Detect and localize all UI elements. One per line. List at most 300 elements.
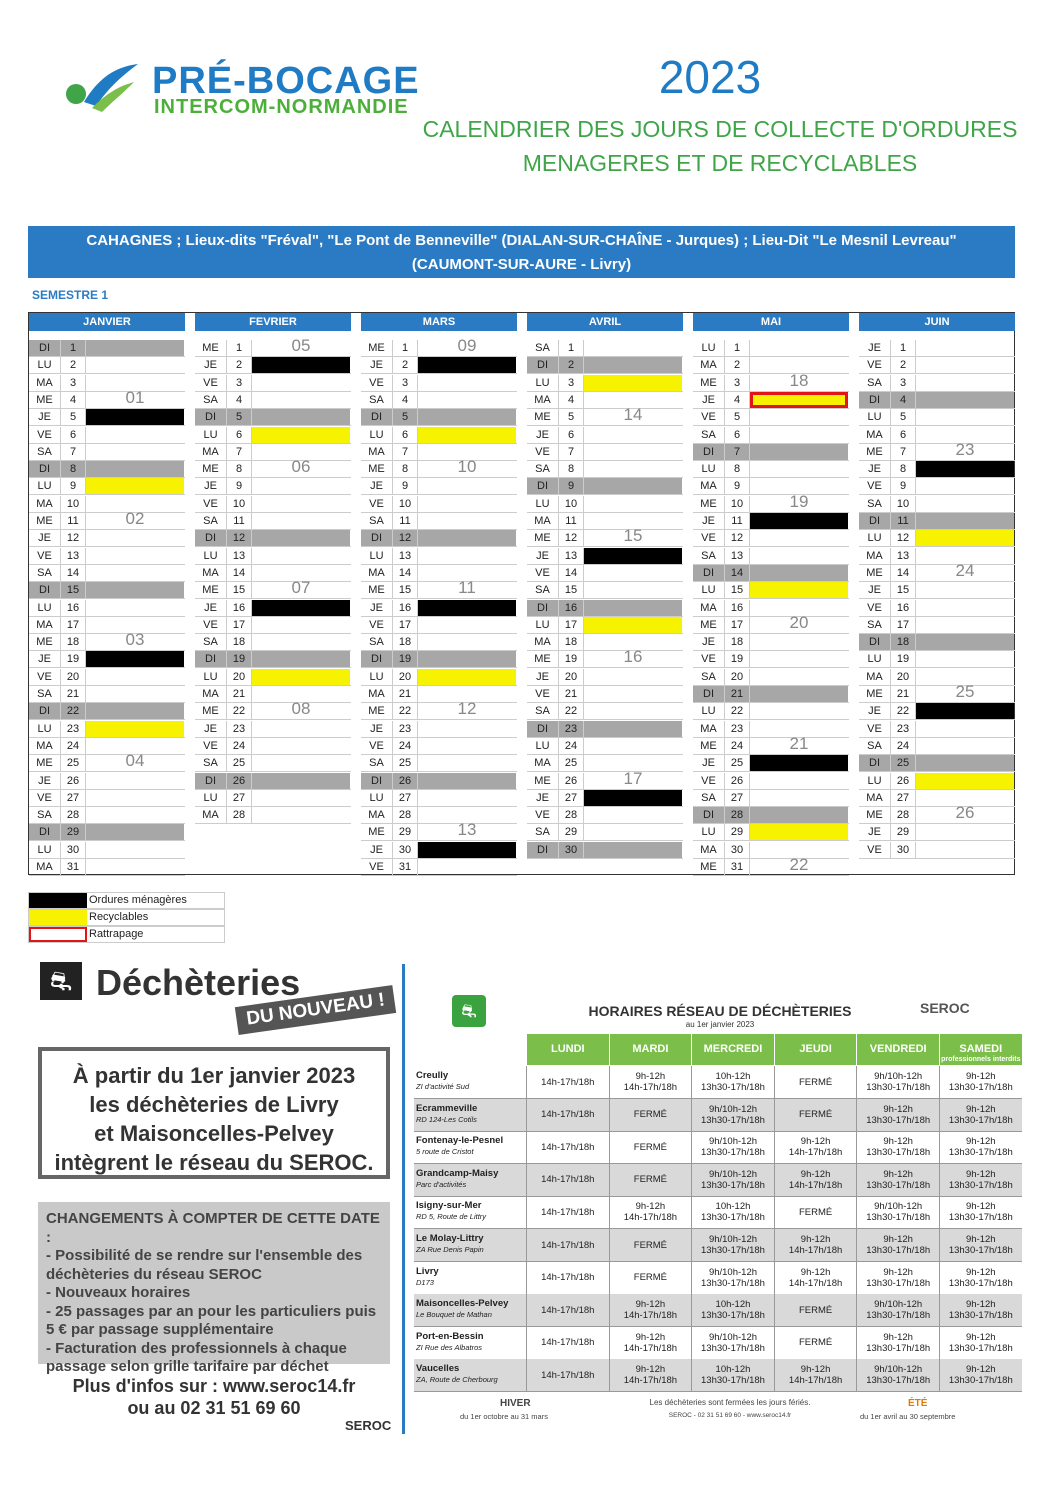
day-name: MA xyxy=(859,669,891,685)
collection-cell xyxy=(86,340,184,356)
legend-item-rec xyxy=(28,909,225,926)
day-name: VE xyxy=(859,842,891,858)
day-name: JE xyxy=(527,548,559,564)
collection-cell xyxy=(418,738,516,754)
day-number: 28 xyxy=(393,807,418,823)
year: 2023 xyxy=(658,51,762,103)
collection-cell xyxy=(86,790,184,806)
day-row xyxy=(693,565,849,582)
day-number: 6 xyxy=(559,427,584,443)
collection-cell xyxy=(916,755,1014,771)
day-name: DI xyxy=(693,565,725,581)
day-name: LU xyxy=(29,478,61,494)
collection-cell xyxy=(418,548,516,564)
day-row xyxy=(29,565,185,582)
day-row xyxy=(361,600,517,617)
day-name: VE xyxy=(29,790,61,806)
day-number: 11 xyxy=(891,513,916,529)
site-title: Le Molay-Littry xyxy=(416,1233,484,1244)
collection-cell xyxy=(418,478,516,494)
day-number: 19 xyxy=(891,651,916,667)
legend-label-rat: Rattrapage xyxy=(89,928,144,940)
day-row xyxy=(527,669,683,686)
hours-cell: 10h-12h 13h30-17h/18h xyxy=(691,1066,774,1098)
day-number: 13 xyxy=(393,548,418,564)
site-title: Creully xyxy=(416,1070,449,1081)
week-number: 10 xyxy=(457,457,477,477)
day-name: DI xyxy=(195,409,227,425)
collection-cell xyxy=(584,807,682,823)
hours-cell: 9h-12h 14h-17h/18h xyxy=(774,1262,857,1294)
day-name: DI xyxy=(859,513,891,529)
hours-cell: 9h-12h 14h-17h/18h xyxy=(609,1196,692,1228)
month-header: FEVRIER xyxy=(195,313,351,331)
collection-cell xyxy=(750,686,848,702)
hours-cell: 9h-12h 13h30-17h/18h xyxy=(939,1066,1022,1098)
hours-cell: FERMÉ xyxy=(774,1327,857,1359)
day-number: 6 xyxy=(61,427,86,443)
day-name: MA xyxy=(527,513,559,529)
collection-cell xyxy=(584,582,682,598)
day-number: 18 xyxy=(227,634,252,650)
collection-cell xyxy=(916,409,1014,425)
day-number: 24 xyxy=(559,738,584,754)
week-number: 05 xyxy=(291,336,311,355)
household-waste-collection xyxy=(750,513,848,529)
day-number: 3 xyxy=(725,375,750,391)
day-header-label: LUNDI xyxy=(550,1043,585,1055)
week-number: 22 xyxy=(789,855,809,874)
hours-cell: 9h-12h 13h30-17h/18h xyxy=(856,1164,939,1196)
hours-cell: 9h-12h 13h30-17h/18h xyxy=(939,1327,1022,1359)
collection-cell xyxy=(86,859,184,875)
hours-cell: 9h-12h 13h30-17h/18h xyxy=(939,1359,1022,1391)
changes-box: CHANGEMENTS À COMPTER DE CETTE DATE : - Possibilité de se rendre sur l'ensemble des déchèteries du réseau SEROC - Nouveaux horaires - 25 passages par an pour les particuliers puis 5 € par passage supplémentaire - Facturation des professionnels à chaque passage selon grille tarifaire par déchet xyxy=(38,1202,390,1364)
day-row xyxy=(361,773,517,790)
collection-cell xyxy=(252,530,350,546)
day-number: 27 xyxy=(559,790,584,806)
collection-cell xyxy=(252,773,350,789)
day-row xyxy=(29,340,185,357)
recyclables-collection xyxy=(252,669,350,685)
more-info-phone: ou au 02 31 51 69 60 xyxy=(127,1398,301,1418)
hours-cell: FERMÉ xyxy=(609,1131,692,1163)
day-row xyxy=(859,842,1015,859)
day-name: MA xyxy=(527,755,559,771)
hours-cell: 9h-12h 14h-17h/18h xyxy=(774,1131,857,1163)
day-number: 18 xyxy=(559,634,584,650)
week-number: 07 xyxy=(291,578,311,598)
day-number: 23 xyxy=(393,721,418,737)
day-name: LU xyxy=(29,721,61,737)
day-number: 9 xyxy=(393,478,418,494)
day-number: 8 xyxy=(227,461,252,477)
day-name: MA xyxy=(527,392,559,408)
hours-cell: 9h/10h-12h 13h30-17h/18h xyxy=(856,1294,939,1326)
more-info-link[interactable]: Plus d'infos sur : www.seroc14.fr xyxy=(72,1376,356,1396)
day-name: DI xyxy=(859,755,891,771)
day-row xyxy=(527,427,683,444)
day-name: JE xyxy=(361,721,393,737)
day-row xyxy=(693,807,849,824)
day-number: 10 xyxy=(725,496,750,512)
day-number: 11 xyxy=(393,513,418,529)
day-name: LU xyxy=(527,375,559,391)
week-number: 03 xyxy=(125,630,145,650)
collection-cell xyxy=(418,790,516,806)
day-row xyxy=(693,513,849,530)
day-number: 26 xyxy=(227,773,252,789)
day-name: SA xyxy=(361,634,393,650)
day-name: JE xyxy=(29,530,61,546)
collection-cell xyxy=(86,669,184,685)
legend-item-rat xyxy=(28,926,225,943)
schedule-title: HORAIRES RÉSEAU DE DÉCHÈTERIES xyxy=(588,1003,852,1019)
day-header-label: MARDI xyxy=(632,1043,669,1055)
day-name: JE xyxy=(527,427,559,443)
day-number: 20 xyxy=(725,669,750,685)
day-name: LU xyxy=(195,669,227,685)
legend xyxy=(28,892,225,945)
day-number: 7 xyxy=(61,444,86,460)
day-name: LU xyxy=(195,427,227,443)
day-name: SA xyxy=(693,669,725,685)
day-row xyxy=(29,461,185,478)
day-name: VE xyxy=(527,807,559,823)
day-row xyxy=(195,738,351,755)
day-row xyxy=(527,703,683,720)
day-row xyxy=(29,686,185,703)
day-row xyxy=(527,496,683,513)
week-number: 25 xyxy=(955,682,975,701)
divider xyxy=(402,964,405,1434)
day-name: JE xyxy=(361,842,393,858)
day-name: SA xyxy=(361,513,393,529)
hours-cell: 14h-17h/18h xyxy=(526,1131,609,1163)
day-name: VE xyxy=(361,738,393,754)
day-number: 9 xyxy=(227,478,252,494)
day-number: 7 xyxy=(559,444,584,460)
day-row xyxy=(693,427,849,444)
collection-cell xyxy=(584,600,682,616)
day-header xyxy=(774,1034,857,1065)
collection-cell xyxy=(750,530,848,546)
day-name: JE xyxy=(859,582,891,598)
day-row xyxy=(361,859,517,876)
collection-cell xyxy=(252,496,350,512)
day-row xyxy=(693,790,849,807)
household-waste-collection xyxy=(252,600,350,616)
week-number: 06 xyxy=(291,457,311,477)
day-name: ME xyxy=(29,755,61,771)
day-number: 11 xyxy=(559,513,584,529)
collection-cell xyxy=(252,790,350,806)
day-row xyxy=(195,634,351,651)
day-name: DI xyxy=(195,773,227,789)
day-name: ME xyxy=(361,461,393,477)
day-row xyxy=(527,548,683,565)
day-number: 16 xyxy=(61,600,86,616)
day-number: 9 xyxy=(725,478,750,494)
day-number: 20 xyxy=(393,669,418,685)
day-name: JE xyxy=(361,478,393,494)
collection-cell xyxy=(584,340,682,356)
day-row xyxy=(361,427,517,444)
day-number: 20 xyxy=(227,669,252,685)
day-row xyxy=(195,548,351,565)
day-number: 16 xyxy=(227,600,252,616)
collection-cell xyxy=(916,738,1014,754)
collection-cell xyxy=(86,582,184,598)
day-name: MA xyxy=(29,617,61,633)
day-row xyxy=(361,721,517,738)
day-number: 25 xyxy=(891,755,916,771)
day-number: 16 xyxy=(725,600,750,616)
day-row xyxy=(361,357,517,374)
day-name: ME xyxy=(527,651,559,667)
collection-cell xyxy=(916,651,1014,667)
day-row xyxy=(859,634,1015,651)
day-name: MA xyxy=(859,548,891,564)
day-name: JE xyxy=(361,600,393,616)
day-name: JE xyxy=(693,392,725,408)
day-row xyxy=(195,530,351,547)
collection-cell xyxy=(916,721,1014,737)
day-name: MA xyxy=(693,842,725,858)
day-name: JE xyxy=(195,357,227,373)
day-name: MA xyxy=(859,790,891,806)
day-name: ME xyxy=(527,530,559,546)
day-number: 14 xyxy=(559,565,584,581)
day-number: 6 xyxy=(393,427,418,443)
day-row xyxy=(527,340,683,357)
household-waste-collection xyxy=(86,651,184,667)
day-number: 7 xyxy=(891,444,916,460)
hours-cell: 9h-12h 14h-17h/18h xyxy=(609,1327,692,1359)
day-number: 18 xyxy=(393,634,418,650)
day-number: 6 xyxy=(891,427,916,443)
seroc-logo-small: SEROC xyxy=(345,1418,392,1433)
day-row xyxy=(693,669,849,686)
day-name: MA xyxy=(693,478,725,494)
week-number: 09 xyxy=(457,336,477,355)
collection-cell xyxy=(86,686,184,702)
household-waste-collection xyxy=(86,409,184,425)
day-name: LU xyxy=(693,340,725,356)
day-row xyxy=(527,824,683,841)
day-number: 1 xyxy=(393,340,418,356)
day-row xyxy=(195,392,351,409)
day-name: DI xyxy=(693,807,725,823)
day-number: 21 xyxy=(559,686,584,702)
day-number: 1 xyxy=(559,340,584,356)
day-number: 9 xyxy=(559,478,584,494)
day-name: LU xyxy=(195,790,227,806)
site-title: Maisoncelles-Pelvey xyxy=(416,1298,509,1310)
hours-cell: 9h/10h-12h 13h30-17h/18h xyxy=(856,1196,939,1228)
collection-cell xyxy=(750,773,848,789)
day-number: 25 xyxy=(559,755,584,771)
day-name: MA xyxy=(29,738,61,754)
day-name: JE xyxy=(527,669,559,685)
household-waste-collection xyxy=(584,548,682,564)
collection-cell xyxy=(418,617,516,633)
day-number: 30 xyxy=(559,842,584,858)
hours-cell: 9h-12h 14h-17h/18h xyxy=(774,1229,857,1261)
day-row xyxy=(29,807,185,824)
hours-cell: FERMÉ xyxy=(774,1066,857,1098)
day-name: DI xyxy=(195,530,227,546)
day-number: 14 xyxy=(891,565,916,581)
day-name: JE xyxy=(29,651,61,667)
day-number: 22 xyxy=(227,703,252,719)
schedule-row xyxy=(414,1262,1022,1295)
site-address: ZI d'activité Sud xyxy=(416,1082,470,1091)
day-number: 6 xyxy=(227,427,252,443)
hours-cell: 9h-12h 13h30-17h/18h xyxy=(856,1229,939,1261)
day-name: ME xyxy=(693,496,725,512)
collection-cell xyxy=(252,548,350,564)
day-number: 22 xyxy=(725,703,750,719)
recycling-person-icon: ⛐ xyxy=(40,962,82,1000)
day-row xyxy=(693,651,849,668)
hours-cell: 14h-17h/18h xyxy=(526,1066,609,1098)
day-name: JE xyxy=(693,755,725,771)
hours-cell: 9h-12h 13h30-17h/18h xyxy=(939,1099,1022,1131)
legend-swatch-om xyxy=(29,893,87,908)
day-header xyxy=(691,1034,774,1065)
day-row xyxy=(195,478,351,495)
site-address: ZA Rue Denis Papin xyxy=(416,1245,484,1254)
page-title-line2: MENAGERES ET DE RECYCLABLES xyxy=(522,150,918,176)
recyclables-collection xyxy=(584,617,682,633)
day-row xyxy=(527,444,683,461)
day-name: MA xyxy=(195,807,227,823)
day-number: 3 xyxy=(393,375,418,391)
day-row xyxy=(527,686,683,703)
day-number: 17 xyxy=(61,617,86,633)
day-name: DI xyxy=(527,721,559,737)
day-row xyxy=(361,842,517,859)
household-waste-collection xyxy=(418,357,516,373)
month-header: JUIN xyxy=(859,313,1015,331)
day-name: VE xyxy=(693,409,725,425)
week-number: 26 xyxy=(955,803,975,823)
day-name: MA xyxy=(693,357,725,373)
contact-note: SEROC - 02 31 51 69 60 - www.seroc14.fr xyxy=(668,1412,792,1419)
day-row xyxy=(693,392,849,409)
week-number: 01 xyxy=(125,387,145,407)
day-name: LU xyxy=(195,548,227,564)
day-name: ME xyxy=(29,513,61,529)
day-row xyxy=(693,773,849,790)
day-number: 27 xyxy=(393,790,418,806)
recyclables-collection xyxy=(916,530,1014,546)
hours-cell: 9h/10h-12h 13h30-17h/18h xyxy=(856,1359,939,1391)
collection-cell xyxy=(916,392,1014,408)
day-number: 12 xyxy=(559,530,584,546)
day-name: MA xyxy=(693,600,725,616)
day-number: 1 xyxy=(227,340,252,356)
legend-item-om xyxy=(28,892,225,909)
hours-cell: 14h-17h/18h xyxy=(526,1294,609,1326)
day-name: LU xyxy=(527,617,559,633)
day-name: LU xyxy=(29,600,61,616)
day-number: 6 xyxy=(725,427,750,443)
recycling-person-icon: ⛐ xyxy=(452,995,486,1027)
hours-cell: 10h-12h 13h30-17h/18h xyxy=(691,1196,774,1228)
day-number: 12 xyxy=(725,530,750,546)
day-number: 23 xyxy=(559,721,584,737)
day-row xyxy=(527,790,683,807)
day-number: 14 xyxy=(393,565,418,581)
collection-cell xyxy=(750,634,848,650)
day-number: 27 xyxy=(725,790,750,806)
recyclables-collection xyxy=(750,824,848,840)
day-name: SA xyxy=(195,634,227,650)
day-number: 12 xyxy=(393,530,418,546)
day-name: VE xyxy=(859,721,891,737)
day-row xyxy=(361,496,517,513)
day-number: 17 xyxy=(393,617,418,633)
day-name: SA xyxy=(527,461,559,477)
day-number: 3 xyxy=(891,375,916,391)
hours-cell: 9h-12h 13h30-17h/18h xyxy=(856,1262,939,1294)
day-name: VE xyxy=(527,565,559,581)
logo-subtitle: INTERCOM-NORMANDIE xyxy=(154,96,409,118)
schedule-row xyxy=(414,1359,1022,1392)
day-row xyxy=(859,582,1015,599)
day-row xyxy=(859,600,1015,617)
day-number: 22 xyxy=(61,703,86,719)
day-number: 23 xyxy=(61,721,86,737)
day-number: 17 xyxy=(725,617,750,633)
site-title: Grandcamp-Maisy xyxy=(416,1167,499,1179)
day-row xyxy=(29,721,185,738)
day-name: MA xyxy=(361,807,393,823)
week-number: 14 xyxy=(623,405,643,425)
day-row xyxy=(693,703,849,720)
site-name xyxy=(416,1331,526,1352)
day-name: DI xyxy=(29,703,61,719)
day-name: SA xyxy=(527,582,559,598)
day-row xyxy=(527,565,683,582)
hours-cell: 9h-12h 14h-17h/18h xyxy=(774,1164,857,1196)
collection-cell xyxy=(252,738,350,754)
day-name: ME xyxy=(29,634,61,650)
day-name: DI xyxy=(527,842,559,858)
collection-cell xyxy=(252,478,350,494)
hours-cell: 9h-12h 13h30-17h/18h xyxy=(939,1294,1022,1326)
day-number: 7 xyxy=(725,444,750,460)
day-number: 8 xyxy=(891,461,916,477)
recyclables-collection xyxy=(916,773,1014,789)
schedule-row xyxy=(414,1066,1022,1099)
location-line1: CAHAGNES ; Lieux-dits "Fréval", "Le Pont de Benneville" (DIALAN-SUR-CHAÎNE - Jurques) ; Lieu-Dit "Le Mesnil Levreau" xyxy=(86,232,957,249)
collection-cell xyxy=(418,755,516,771)
collection-cell xyxy=(750,409,848,425)
day-number: 16 xyxy=(559,600,584,616)
collection-cell xyxy=(86,357,184,373)
collection-cell xyxy=(916,600,1014,616)
day-number: 26 xyxy=(725,773,750,789)
day-number: 28 xyxy=(559,807,584,823)
site-name xyxy=(416,1298,526,1319)
day-header xyxy=(939,1034,1022,1065)
day-number: 13 xyxy=(61,548,86,564)
household-waste-collection xyxy=(750,755,848,771)
day-name: ME xyxy=(195,461,227,477)
